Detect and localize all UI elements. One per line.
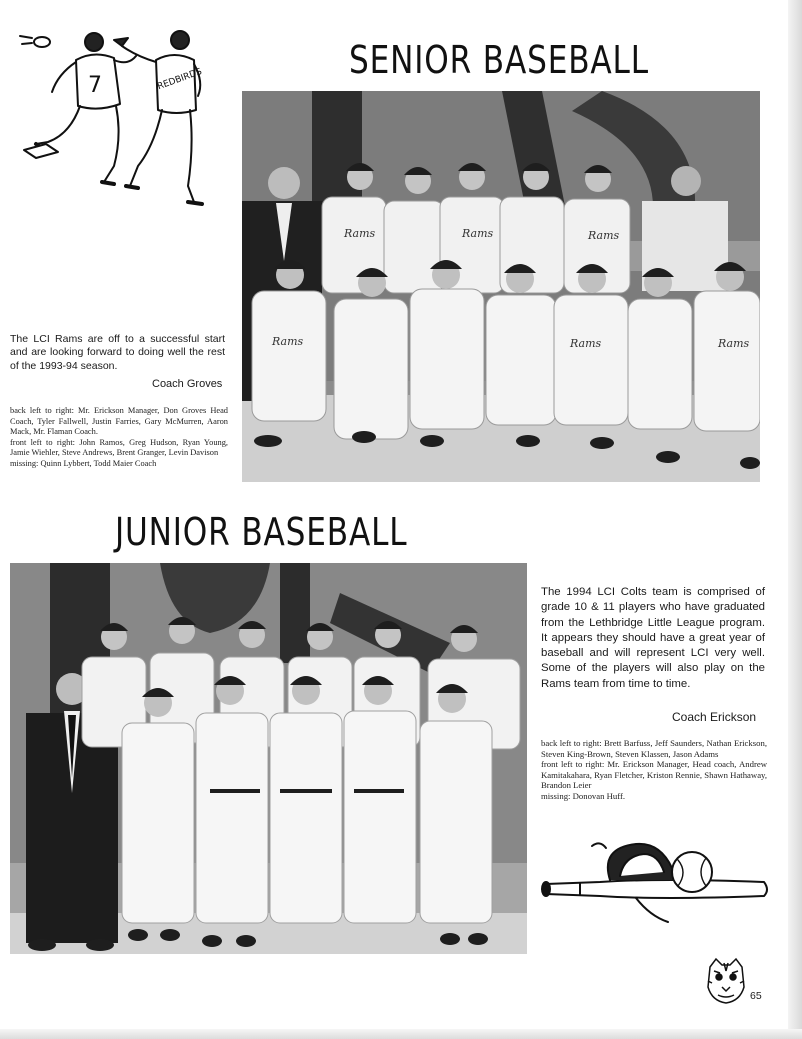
bat-ball-glove-drawing [540,838,770,928]
svg-text:7: 7 [88,73,102,98]
senior-description: The LCI Rams are off to a successful start and are looking forward to doing well the rest of the 1993-94 season. [10,333,225,372]
jersey-text: Rams [588,229,620,242]
senior-photo-credits [10,406,228,470]
credits-front-row: front left to right: John Ramos, Greg Hudson, Ryan Young, Jamie Wiehler, Steve Andrews, Brent Granger, Levin Davison [10,437,228,458]
junior-baseball-title: JUNIOR BASEBALL [115,510,408,554]
credits-missing: missing: Quinn Lybbert, Todd Maier Coach [10,458,157,468]
jersey-text: Rams [344,227,376,240]
credits-missing: missing: Donovan Huff. [541,790,626,801]
senior-team-photo-art [242,91,760,482]
junior-coach-signature: Coach Erickson [672,710,757,724]
junior-team-photo-art [10,563,527,954]
senior-baseball-title: SENIOR BASEBALL [349,38,649,82]
baseball-players-drawing [18,26,214,218]
credits-back-row: back left to right: Brett Barfuss, Jeff Saunders, Nathan Erickson, Steven King-Brown, Steven Klassen, Jason Adams [541,738,767,759]
jersey-text: Rams [462,227,494,240]
jersey-text: Rams [272,335,304,348]
jersey-text: Rams [718,337,750,350]
junior-description: The 1994 LCI Colts team is comprised of grade 10 & 11 players who have graduated from the Lethbridge Little League program. It appears they should have a great year of baseball and will represent LCI very well. Some of the players will also play on the Rams team from time to time. [541,586,765,690]
jersey-text: Rams [570,337,602,350]
junior-photo-credits [541,738,767,801]
page-bottom-edge [0,1029,802,1039]
page-edge [788,0,802,1039]
senior-team-photo [242,91,760,482]
junior-team-photo [10,563,527,954]
page-number: 65 [750,990,762,1002]
tiger-mascot-icon [704,957,748,1005]
senior-coach-signature: Coach Groves [152,378,223,390]
credits-front-row: front left to right: Mr. Erickson Manager, Head coach, Andrew Kamitakahara, Ryan Fletcher, Kriston Rennie, Shawn Hathaway, Brandon Leier [541,759,767,790]
svg-text:REDBIRDS: REDBIRDS [156,66,204,93]
credits-back-row: back left to right: Mr. Erickson Manager, Don Groves Head Coach, Tyler Fallwell, Justin Farries, Gary McMurren, Aaron Mack, Mr. Flaman Coach. [10,406,228,437]
